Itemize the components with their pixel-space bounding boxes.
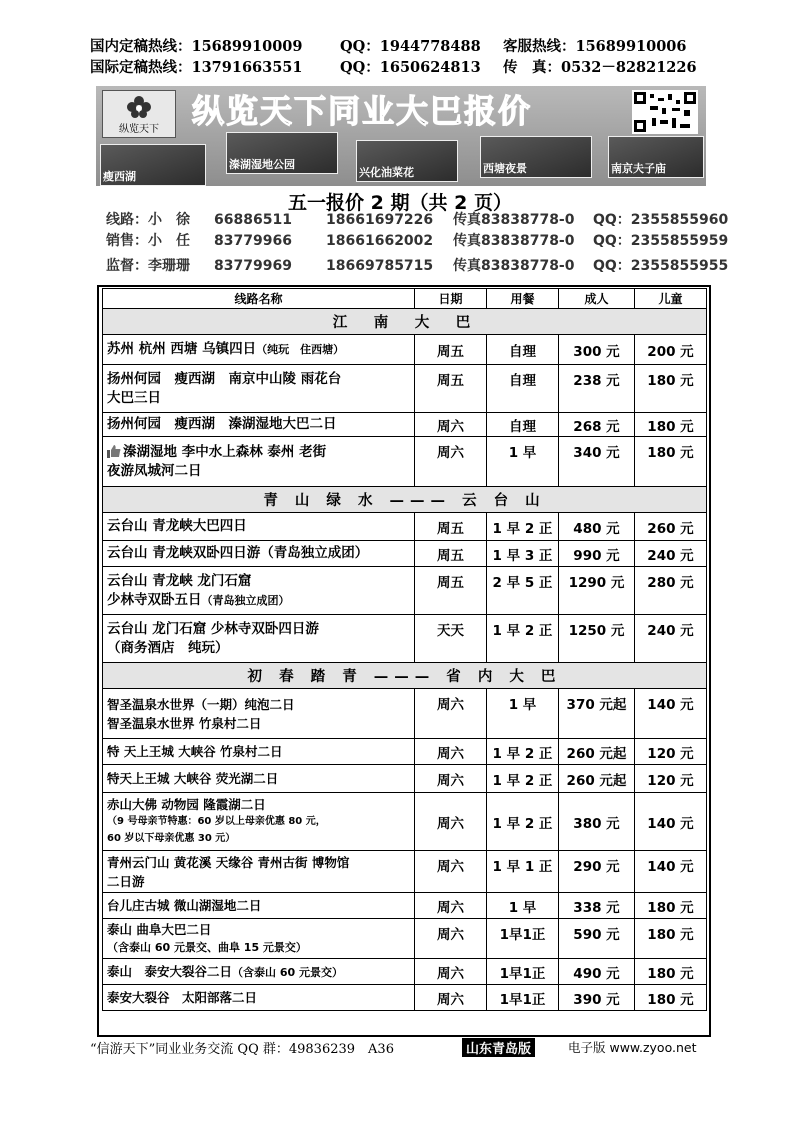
- scene-photo: 西塘夜景: [480, 136, 592, 178]
- route-name: 智圣温泉水世界（一期）纯泡二日 智圣温泉水世界 竹泉村二日: [103, 689, 415, 739]
- table-row: 扬州何园 瘦西湖 南京中山陵 雨花台 大巴三日 周五 自理 238 元 180 元: [103, 365, 707, 413]
- table-row: 赤山大佛 动物园 隆霞湖二日 （9 号母亲节特惠：60 岁以上母亲优惠 80 元， 60 岁以下母亲优惠 30 元） 周六 1 早 2 正 380 元 140 元: [103, 793, 707, 851]
- table-row: 特 天上王城 大峡谷 竹泉村二日 周六 1 早 2 正 260 元起 120 元: [103, 739, 707, 765]
- contact-row: 线路：小 徐 66886511 18661697226 传真83838778-0 QQ：2355855960: [106, 212, 729, 228]
- logo-text: 纵览天下: [119, 124, 159, 135]
- fax-number: 传 真：0532－82821226: [503, 59, 697, 76]
- table-row: 溱湖湿地 李中水上森林 泰州 老街 夜游凤城河二日 周六 1 早 340 元 180 元: [103, 437, 707, 487]
- contact-list: [106, 210, 729, 277]
- scene-photo: 溱湖湿地公园: [226, 132, 338, 174]
- route-name: 特天上王城 大峡谷 荧光湖二日: [103, 765, 415, 793]
- table-row: 泰山 曲阜大巴二日 （含泰山 60 元景交、曲阜 15 元景交） 周六 1早1正 590 元 180 元: [103, 919, 707, 959]
- section-header: 青 山 绿 水 ——— 云 台 山: [103, 487, 707, 513]
- col-child: 儿童: [635, 289, 707, 309]
- route-name: 特 天上王城 大峡谷 竹泉村二日: [103, 739, 415, 765]
- route-name: 溱湖湿地 李中水上森林 泰州 老街 夜游凤城河二日: [103, 437, 415, 487]
- route-name: 泰山 泰安大裂谷二日（含泰山 60 元景交）: [103, 959, 415, 985]
- table-row: 台儿庄古城 微山湖湿地二日 周六 1 早 338 元 180 元: [103, 893, 707, 919]
- route-name: 青州云门山 黄花溪 天缘谷 青州古街 博物馆 二日游: [103, 851, 415, 893]
- scene-photo: 南京夫子庙: [608, 136, 704, 178]
- route-name: 云台山 青龙峡双卧四日游（青岛独立成团）: [103, 541, 415, 567]
- price-table: [102, 288, 707, 1011]
- col-meal: 用餐: [487, 289, 559, 309]
- col-adult: 成人: [559, 289, 635, 309]
- qr-code-icon: [634, 92, 696, 132]
- service-hotline: 客服热线：15689910006: [503, 38, 687, 55]
- route-name: 赤山大佛 动物园 隆霞湖二日 （9 号母亲节特惠：60 岁以上母亲优惠 80 元， 60 岁以下母亲优惠 30 元）: [103, 793, 415, 851]
- route-name: 苏州 杭州 西塘 乌镇四日（纯玩 住西塘）: [103, 335, 415, 365]
- flower-icon: [125, 95, 153, 119]
- scene-photo: 兴化油菜花: [356, 140, 458, 182]
- table-header-row: [103, 289, 707, 309]
- hotline-row: [90, 57, 730, 78]
- table-row: 云台山 青龙峡 龙门石窟 少林寺双卧五日（青岛独立成团） 周五 2 早 5 正 1290 元 280 元: [103, 567, 707, 615]
- hotline-row: [90, 36, 730, 57]
- route-name: 台儿庄古城 微山湖湿地二日: [103, 893, 415, 919]
- table-row: 云台山 青龙峡双卧四日游（青岛独立成团） 周五 1 早 3 正 990 元 240 元: [103, 541, 707, 567]
- table-row: 云台山 青龙峡大巴四日 周五 1 早 2 正 480 元 260 元: [103, 513, 707, 541]
- route-name: 泰山 曲阜大巴二日 （含泰山 60 元景交、曲阜 15 元景交）: [103, 919, 415, 959]
- route-name: 泰安大裂谷 太阳部落二日: [103, 985, 415, 1011]
- page-title: 五一报价 2 期（共 2 页）: [288, 192, 512, 214]
- banner: [96, 86, 706, 186]
- col-date: 日期: [415, 289, 487, 309]
- scene-strip: [100, 132, 702, 186]
- international-qq: QQ：1650624813: [340, 59, 481, 76]
- route-name: 扬州何园 瘦西湖 南京中山陵 雨花台 大巴三日: [103, 365, 415, 413]
- domestic-qq: QQ：1944778488: [340, 38, 481, 55]
- table-row: 扬州何园 瘦西湖 溱湖湿地大巴二日 周六 自理 268 元 180 元: [103, 413, 707, 437]
- route-name: 云台山 龙门石窟 少林寺双卧四日游 （商务酒店 纯玩）: [103, 615, 415, 663]
- section-header: 江 南 大 巴: [103, 309, 707, 335]
- thumbs-up-icon: [107, 445, 121, 458]
- table-row: 青州云门山 黄花溪 天缘谷 青州古街 博物馆 二日游 周六 1 早 1 正 290 元 140 元: [103, 851, 707, 893]
- logo: [102, 90, 176, 138]
- table-row: 苏州 杭州 西塘 乌镇四日（纯玩 住西塘） 周五 自理 300 元 200 元: [103, 335, 707, 365]
- route-name: 云台山 青龙峡 龙门石窟 少林寺双卧五日（青岛独立成团）: [103, 567, 415, 615]
- website-link[interactable]: 电子版 www.zyoo.net: [568, 1040, 697, 1055]
- section-header: 初 春 踏 青 ——— 省 内 大 巴: [103, 663, 707, 689]
- table-row: 泰山 泰安大裂谷二日（含泰山 60 元景交） 周六 1早1正 490 元 180 元: [103, 959, 707, 985]
- qr-code: [632, 90, 698, 134]
- route-name: 云台山 青龙峡大巴四日: [103, 513, 415, 541]
- route-name: 扬州何园 瘦西湖 溱湖湿地大巴二日: [103, 413, 415, 437]
- col-route-name: 线路名称: [103, 289, 415, 309]
- domestic-hotline: 国内定稿热线：15689910009: [90, 38, 303, 55]
- scene-photo: 瘦西湖: [100, 144, 206, 186]
- table-row: 云台山 龙门石窟 少林寺双卧四日游 （商务酒店 纯玩） 天天 1 早 2 正 1250 元 240 元: [103, 615, 707, 663]
- table-row: 特天上王城 大峡谷 荧光湖二日 周六 1 早 2 正 260 元起 120 元: [103, 765, 707, 793]
- qq-group-info: “信游天下”同业业务交流 QQ 群：49836239 A36: [90, 1042, 394, 1057]
- international-hotline: 国际定稿热线：13791663551: [90, 59, 303, 76]
- banner-title: 纵览天下同业大巴报价: [192, 92, 533, 130]
- table-row: 智圣温泉水世界（一期）纯泡二日 智圣温泉水世界 竹泉村二日 周六 1 早 370 元起 140 元: [103, 689, 707, 739]
- hotline-header: [90, 36, 730, 78]
- table-row: 泰安大裂谷 太阳部落二日 周六 1早1正 390 元 180 元: [103, 985, 707, 1011]
- contact-row: 监督：李珊珊 83779969 18669785715 传真83838778-0 QQ：2355855955: [106, 258, 729, 274]
- contact-row: 销售：小 任 83779966 18661662002 传真83838778-0 QQ：2355855959: [106, 233, 729, 249]
- edition-badge: 山东青岛版: [462, 1038, 535, 1057]
- footer: [90, 1038, 720, 1056]
